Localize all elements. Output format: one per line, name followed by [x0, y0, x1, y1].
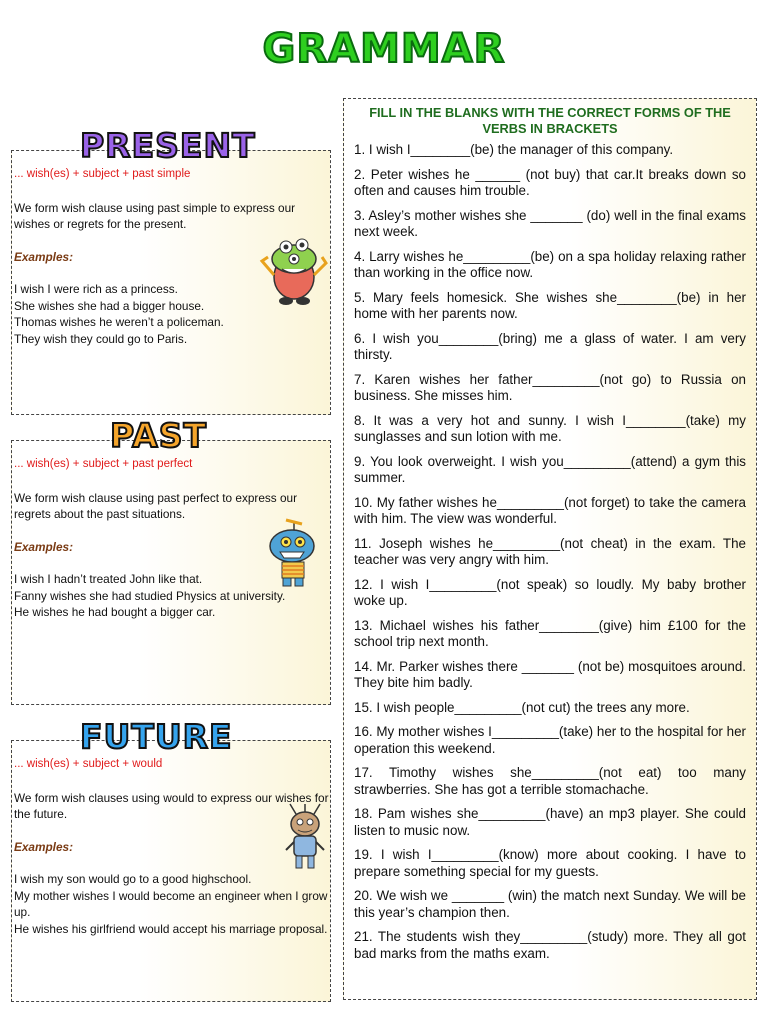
exercise-heading: FILL IN THE BLANKS WITH THE CORRECT FORMS OF THE VERBS IN BRACKETS [369, 105, 731, 136]
exercise-item: 12. I wish I_________(not speak) so loudly. My baby brother woke up. [354, 576, 746, 608]
exercise-item: 13. Michael wishes his father________(give) him £100 for the school trip next month. [354, 617, 746, 649]
example-line: They wish they could go to Paris. [14, 331, 188, 346]
past-banner: PAST [110, 416, 207, 455]
exercise-item: 9. You look overweight. I wish you_________(attend) a gym this summer. [354, 453, 746, 485]
example-line: She wishes she had a bigger house. [14, 298, 205, 313]
page-title: GRAMMAR [262, 26, 506, 72]
blue-monster-illustration [264, 518, 322, 590]
example-line: Thomas wishes he weren’t a policeman. [14, 315, 224, 329]
future-formula: ... wish(es) + subject + would [14, 758, 163, 770]
present-formula: ... wish(es) + subject + past simple [14, 168, 191, 180]
example-line: My mother wishes I would become an engineer when I grow up. [14, 888, 328, 919]
exercise-box [343, 98, 757, 1000]
exercise-item: 1. I wish I________(be) the manager of this company. [354, 142, 674, 157]
exercise-item: 14. Mr. Parker wishes there _______ (not be) mosquitoes around. They bite him badly. [354, 658, 746, 690]
exercise-item: 5. Mary feels homesick. She wishes she________(be) in her home with her parents now. [354, 289, 746, 321]
example-line: He wishes his girlfriend would accept his marriage proposal. [14, 921, 328, 936]
future-banner: FUTURE [80, 717, 233, 756]
exercise-item: 10. My father wishes he_________(not forget) to take the camera with him. The view was wonderful. [354, 494, 746, 526]
exercise-item: 3. Asley’s mother wishes she _______ (do) well in the final exams next week. [354, 207, 746, 239]
exercise-item: 2. Peter wishes he ______ (not buy) that car.It breaks down so often and causes him trouble. [354, 166, 746, 198]
past-description: We form wish clause using past perfect to express our regrets about the past situations. [14, 490, 298, 521]
future-examples-label: Examples: [14, 839, 74, 854]
exercise-item: 16. My mother wishes I_________(take) her to the hospital for her operation this weekend. [354, 724, 746, 756]
example-line: I wish I were rich as a princess. [14, 282, 178, 296]
exercise-item: 8. It was a very hot and sunny. I wish I________(take) my sunglasses and sun lotion with me. [354, 412, 746, 444]
green-monster-illustration [258, 235, 332, 307]
past-examples-label: Examples: [14, 539, 74, 554]
exercise-item: 19. I wish I_________(know) more about cooking. I have to prepare something special for my guests. [354, 847, 746, 879]
example-line: He wishes he had bought a bigger car. [14, 605, 216, 619]
present-examples-label: Examples: [14, 249, 74, 264]
exercise-item: 7. Karen wishes her father_________(not go) to Russia on business. She misses him. [354, 371, 746, 403]
brown-monster-illustration [282, 802, 328, 874]
exercise-item: 15. I wish people_________(not cut) the trees any more. [354, 699, 690, 715]
present-description: We form wish clause using past simple to express our wishes or regrets for the present. [14, 200, 296, 231]
present-banner: PRESENT [80, 126, 256, 165]
example-line: Fanny wishes she had studied Physics at university. [14, 588, 286, 603]
exercise-item: 6. I wish you________(bring) me a glass of water. I am very thirsty. [354, 330, 746, 362]
exercise-list [354, 142, 746, 962]
past-formula: ... wish(es) + subject + past perfect [14, 458, 193, 470]
example-line: I wish my son would go to a good highschool. [14, 872, 252, 886]
exercise-item: 18. Pam wishes she_________(have) an mp3 player. She could listen to music now. [354, 806, 746, 838]
exercise-item: 21. The students wish they_________(study) more. They all got bad marks from the maths exam. [354, 929, 746, 961]
future-examples-list [14, 871, 329, 937]
exercise-item: 17. Timothy wishes she_________(not eat) too many strawberries. She has got a terrible stomachache. [354, 765, 746, 797]
example-line: I wish I hadn’t treated John like that. [14, 572, 203, 586]
future-description: We form wish clauses using would to express our wishes for the future. [14, 790, 329, 821]
exercise-item: 4. Larry wishes he_________(be) on a spa holiday relaxing rather than working in the office now. [354, 248, 746, 280]
exercise-item: 11. Joseph wishes he_________(not cheat) in the exam. The teacher was very angry with him. [354, 535, 746, 567]
exercise-item: 20. We wish we _______ (win) the match next Sunday. We will be this year’s champion then. [354, 888, 746, 920]
